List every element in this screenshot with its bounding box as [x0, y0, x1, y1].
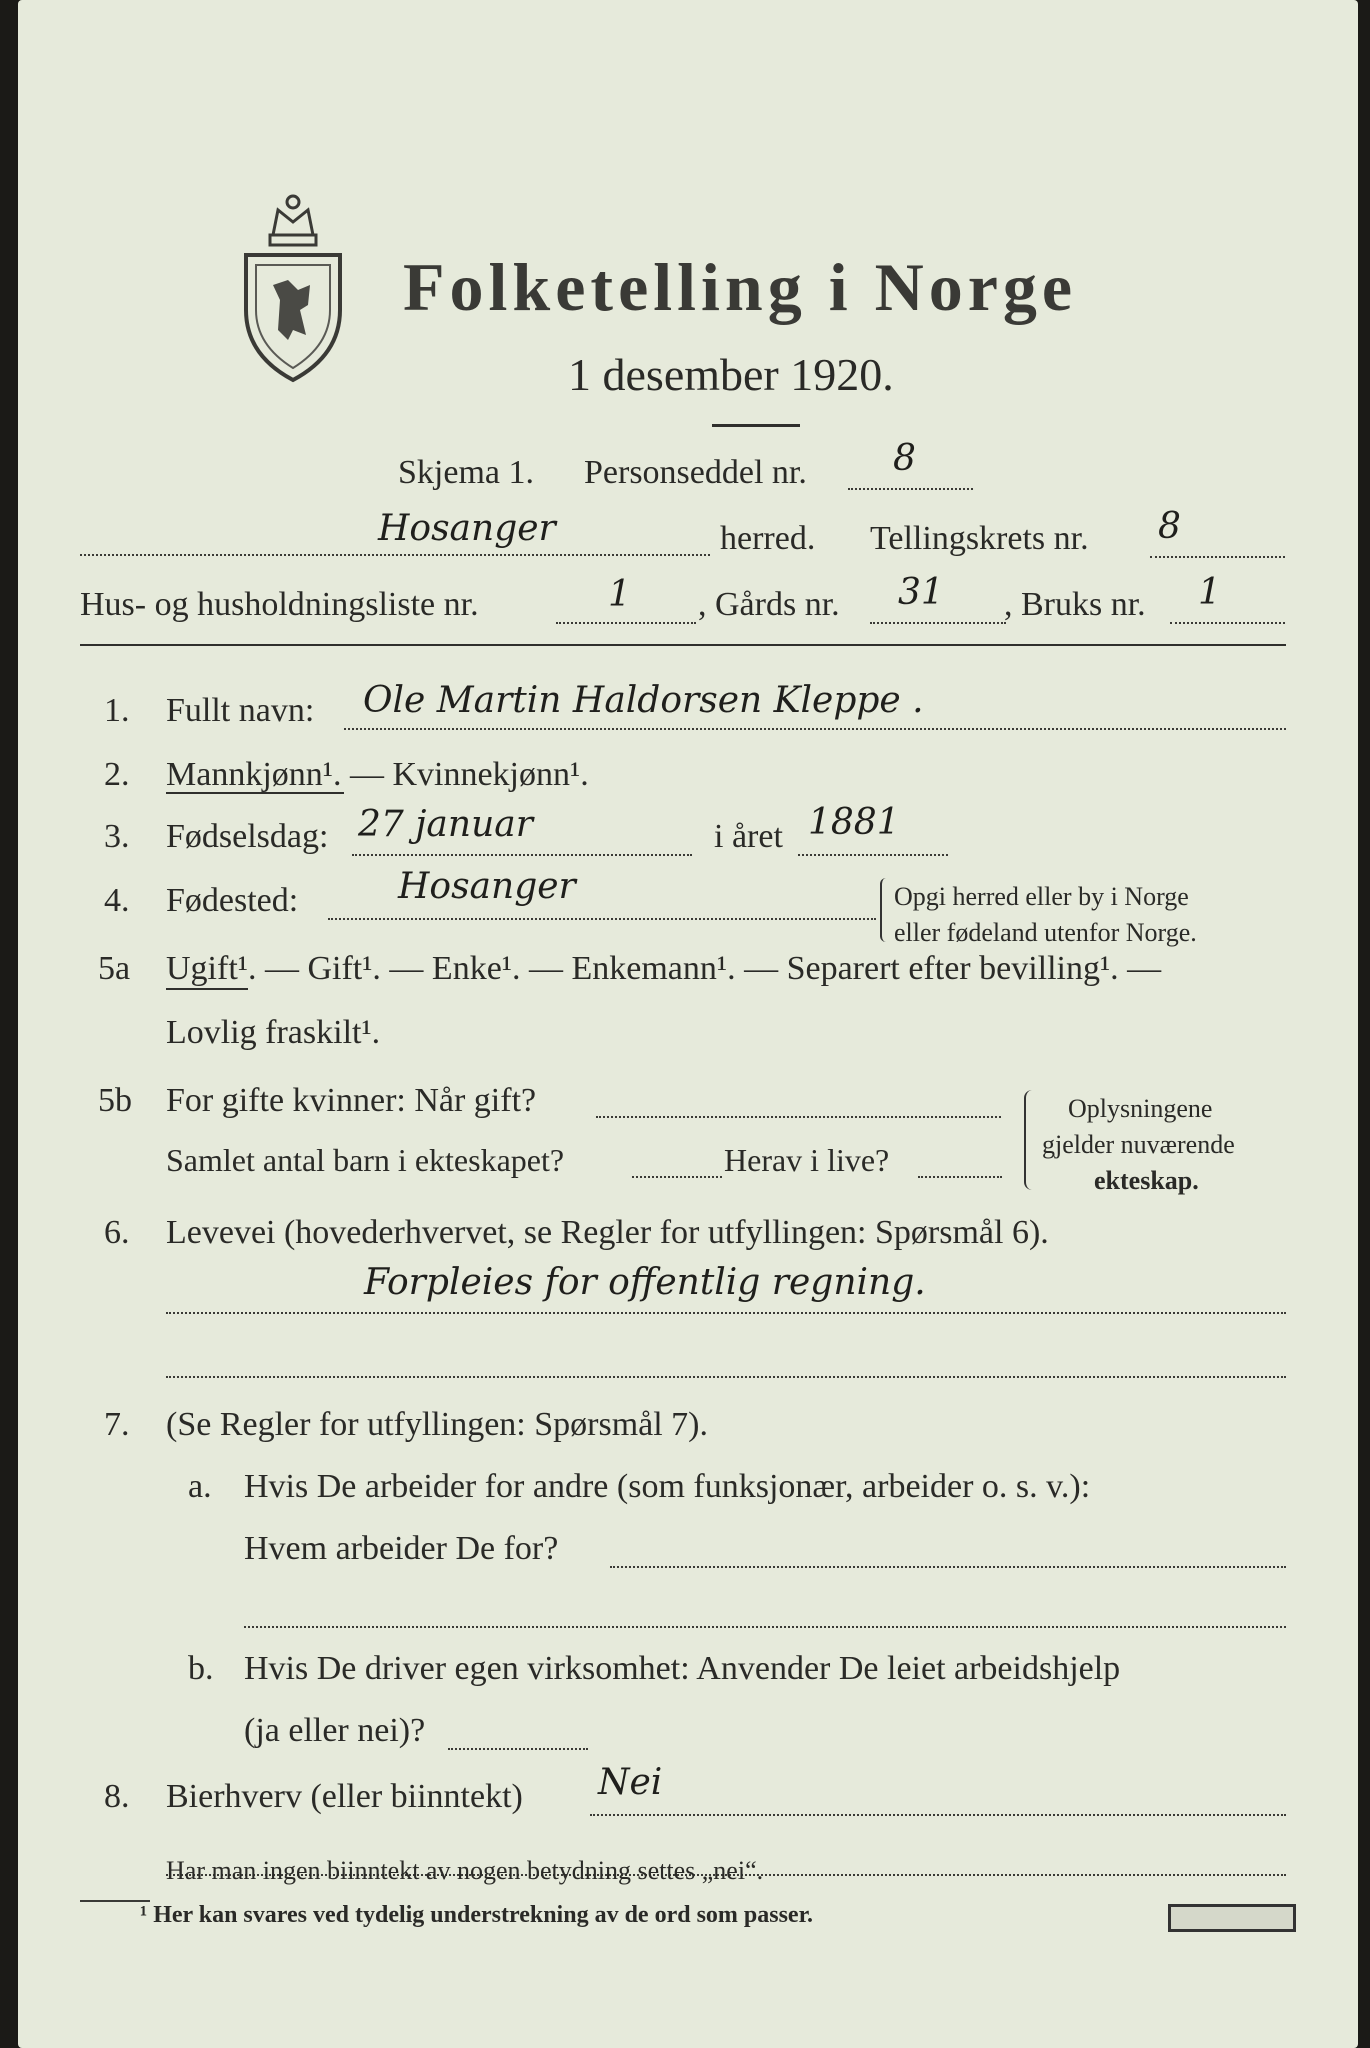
- husliste-value: 1: [608, 574, 631, 615]
- q5b-alive-label: Herav i live?: [724, 1142, 890, 1178]
- q5b-note-line1: Oplysningene: [1068, 1094, 1213, 1123]
- personseddel-value: 8: [893, 438, 916, 479]
- personseddel-label: Personseddel nr.: [584, 454, 807, 491]
- q6-line1: [166, 1312, 1286, 1314]
- tellingskrets-line: [1150, 556, 1285, 558]
- q5b-alive-line: [918, 1176, 1002, 1178]
- q5b-number: 5b: [98, 1082, 132, 1119]
- q6-number: 6.: [104, 1214, 130, 1251]
- q5a-line2: Lovlig fraskilt¹.: [166, 1014, 381, 1051]
- q4-line: [328, 918, 876, 920]
- q3-year-label: i året: [714, 818, 783, 855]
- q3-value: 27 januar: [358, 804, 533, 845]
- header-separator: [80, 644, 1286, 646]
- q1-label: Fullt navn:: [166, 692, 315, 729]
- q4-label: Fødested:: [166, 882, 299, 919]
- q1-value: Ole Martin Haldorsen Kleppe .: [363, 680, 924, 721]
- q7a-line-extra: [244, 1626, 1286, 1628]
- q6-value: Forpleies for offentlig regning.: [364, 1262, 926, 1303]
- q1-line: [344, 728, 1286, 730]
- q5b-married-line: [596, 1116, 1001, 1118]
- printer-stamp: [1168, 1904, 1296, 1932]
- q5b-brace: [1024, 1090, 1036, 1190]
- q7a-line1: Hvis De arbeider for andre (som funksjonær, arbeider o. s. v.):: [244, 1468, 1091, 1505]
- q5b-note-line2: gjelder nuværende: [1042, 1130, 1235, 1159]
- q5b-note-line3: ekteskap.: [1094, 1166, 1199, 1195]
- nei-note: Har man ingen biinntekt av nogen betydning settes „nei“.: [166, 1856, 764, 1885]
- q3-year-line: [798, 854, 948, 856]
- herred-line: [80, 554, 710, 556]
- q5a-underline: [166, 988, 248, 990]
- bruks-line: [1170, 622, 1285, 624]
- q3-year-value: 1881: [808, 802, 900, 843]
- tellingskrets-label: Tellingskrets nr.: [870, 520, 1089, 557]
- q4-value: Hosanger: [398, 866, 576, 907]
- q7-label: (Se Regler for utfyllingen: Spørsmål 7).: [166, 1406, 709, 1443]
- q3-label: Fødselsdag:: [166, 818, 329, 855]
- herred-value: Hosanger: [378, 508, 556, 549]
- q8-number: 8.: [104, 1778, 130, 1815]
- q5a-line1: Ugift¹. — Gift¹. — Enke¹. — Enkemann¹. — Separert efter bevilling¹. —: [166, 950, 1162, 987]
- q2-label: Mannkjønn¹. — Kvinnekjønn¹.: [166, 756, 589, 793]
- q4-note-line2: eller fødeland utenfor Norge.: [894, 918, 1197, 947]
- q7b-letter: b.: [188, 1650, 214, 1687]
- q8-line: [590, 1814, 1286, 1816]
- gards-value: 31: [898, 572, 944, 613]
- q3-number: 3.: [104, 818, 130, 855]
- q8-label: Bierhverv (eller biinntekt): [166, 1778, 523, 1815]
- q4-note-line1: Opgi herred eller by i Norge: [894, 882, 1189, 911]
- q8-value: Nei: [598, 1762, 663, 1803]
- q7b-line1: Hvis De driver egen virksomhet: Anvender De leiet arbeidshjelp: [244, 1650, 1121, 1687]
- bruks-label: , Bruks nr.: [1004, 586, 1146, 623]
- q7b-line2: (ja eller nei)?: [244, 1712, 426, 1749]
- q3-line: [352, 854, 692, 856]
- q5a-number: 5a: [98, 950, 131, 987]
- q4-brace: [880, 878, 890, 942]
- husliste-line: [556, 622, 696, 624]
- census-date: 1 desember 1920.: [568, 349, 894, 400]
- census-form-page: [18, 0, 1358, 2048]
- q5b-children-line: [632, 1176, 722, 1178]
- q7a-line: [610, 1566, 1286, 1568]
- coat-of-arms-icon: [238, 180, 348, 385]
- personseddel-line: [848, 488, 973, 490]
- q7b-line: [448, 1748, 588, 1750]
- form-title: Folketelling i Norge: [403, 249, 1078, 325]
- tellingskrets-value: 8: [1158, 506, 1181, 547]
- husliste-label: Hus- og husholdningsliste nr.: [80, 586, 479, 623]
- herred-label: herred.: [720, 520, 816, 557]
- q5b-children-label: Samlet antal barn i ekteskapet?: [166, 1142, 565, 1178]
- q7-number: 7.: [104, 1406, 130, 1443]
- q2-underline: [166, 792, 344, 794]
- q6-label: Levevei (hovederhvervet, se Regler for utfyllingen: Spørsmål 6).: [166, 1214, 1049, 1251]
- title-divider: [712, 424, 800, 427]
- q5b-line1: For gifte kvinner: Når gift?: [166, 1082, 537, 1119]
- skjema-label: Skjema 1.: [398, 454, 534, 491]
- q7a-line2: Hvem arbeider De for?: [244, 1530, 559, 1567]
- bruks-value: 1: [1198, 572, 1221, 613]
- gards-line: [870, 622, 1006, 624]
- q7a-letter: a.: [188, 1468, 212, 1505]
- gards-label: , Gårds nr.: [698, 586, 840, 623]
- q4-number: 4.: [104, 882, 130, 919]
- q2-number: 2.: [104, 756, 130, 793]
- q1-number: 1.: [104, 692, 130, 729]
- footnote: ¹ Her kan svares ved tydelig understrekning av de ord som passer.: [140, 1902, 814, 1928]
- q6-line2: [166, 1376, 1286, 1378]
